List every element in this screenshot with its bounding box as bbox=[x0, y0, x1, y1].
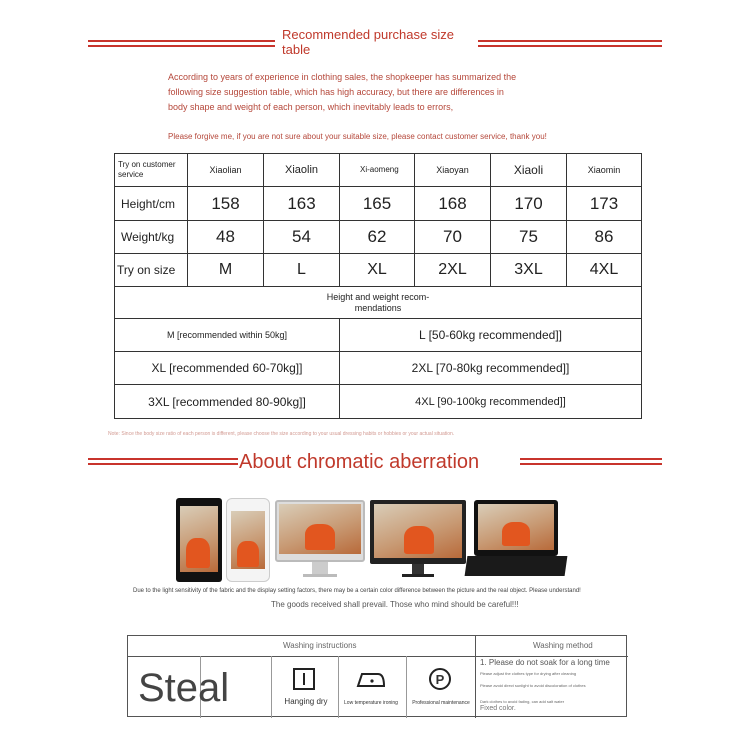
height-value: 163 bbox=[264, 187, 340, 221]
size-value: 3XL bbox=[491, 254, 567, 287]
washing-instructions-header: Washing instructions bbox=[283, 641, 357, 650]
recommendation-cell: 3XL [recommended 80-90kg]] bbox=[115, 385, 340, 419]
recommendation-cell: 2XL [70-80kg recommended]] bbox=[340, 352, 642, 385]
size-label: Try on size bbox=[115, 254, 188, 287]
size-table bbox=[114, 153, 642, 419]
professional-care-label: Professional maintenance bbox=[412, 700, 470, 706]
iron-icon bbox=[356, 670, 386, 688]
table-row bbox=[115, 187, 642, 221]
washing-method-header: Washing method bbox=[533, 641, 593, 650]
professional-care-icon: P bbox=[429, 668, 451, 690]
red-bar-left-top bbox=[88, 458, 238, 460]
size-value: 4XL bbox=[567, 254, 642, 287]
red-bar-left-bottom bbox=[88, 45, 275, 47]
size-note: Note: Since the body size ratio of each person is different, please choose the size according to your usual dressing habits or hobbies or your actual situation. bbox=[108, 431, 455, 437]
height-value: 173 bbox=[567, 187, 642, 221]
monitor-device bbox=[370, 500, 466, 580]
cell-divider bbox=[271, 656, 272, 718]
weight-label: Weight/kg bbox=[115, 221, 188, 254]
height-value: 170 bbox=[491, 187, 567, 221]
forgive-note: Please forgive me, if you are not sure about your suitable size, please contact customer service, thank you! bbox=[168, 132, 547, 141]
hanging-dry-icon bbox=[293, 668, 315, 690]
intro-line-2: following size suggestion table, which has high accuracy, but there are differences in bbox=[168, 87, 504, 97]
person-name: Xiaomin bbox=[567, 154, 642, 187]
intro-line-3: body shape and weight of each person, which inevitably leads to errors, bbox=[168, 102, 454, 112]
method-line: Dark clothes to avoid fading, can add salt water bbox=[480, 699, 565, 704]
recommendation-cell: XL [recommended 60-70kg]] bbox=[115, 352, 340, 385]
weight-value: 75 bbox=[491, 221, 567, 254]
phone-device bbox=[176, 498, 222, 582]
weight-value: 62 bbox=[340, 221, 415, 254]
weight-value: 70 bbox=[415, 221, 491, 254]
table-row bbox=[115, 385, 642, 419]
person-name: Xiaoyan bbox=[415, 154, 491, 187]
cell-divider bbox=[406, 656, 407, 718]
phone-white-device bbox=[226, 498, 270, 582]
table-row bbox=[115, 154, 642, 187]
table-row bbox=[115, 254, 642, 287]
washing-panel bbox=[127, 635, 627, 717]
goods-prevail-caption: The goods received shall prevail. Those who mind should be careful!!! bbox=[271, 600, 519, 609]
red-bar-left-bottom bbox=[88, 463, 238, 465]
red-bar-left-top bbox=[88, 40, 275, 42]
chromatic-title: About chromatic aberration bbox=[239, 451, 480, 473]
section-divider bbox=[475, 636, 476, 718]
person-name: Xiaoli bbox=[491, 154, 567, 187]
table-row bbox=[115, 352, 642, 385]
steal-watermark: Steal bbox=[138, 666, 230, 710]
red-bar-right-bottom bbox=[520, 463, 662, 465]
height-value: 168 bbox=[415, 187, 491, 221]
recommendation-cell: 4XL [90-100kg recommended]] bbox=[340, 385, 642, 419]
chromatic-caption: Due to the light sensitivity of the fabric and the display setting factors, there may be a certain color difference between the picture and the real object. Please understand! bbox=[133, 588, 581, 594]
recommendation-cell: M [recommended within 50kg] bbox=[115, 319, 340, 352]
size-value: L bbox=[264, 254, 340, 287]
size-table-title: Recommended purchase size table bbox=[282, 27, 454, 57]
method-line: Please avoid direct sunlight to avoid discoloration of clothes bbox=[480, 683, 586, 688]
size-value: M bbox=[188, 254, 264, 287]
size-value: XL bbox=[340, 254, 415, 287]
size-value: 2XL bbox=[415, 254, 491, 287]
table-row bbox=[115, 319, 642, 352]
person-name: Xi-aomeng bbox=[340, 154, 415, 187]
header-divider bbox=[128, 656, 628, 657]
recommendations-header: Height and weight recom-mendations bbox=[115, 287, 642, 319]
weight-value: 54 bbox=[264, 221, 340, 254]
method-line: Please adjust the clothes type for drying after cleaning bbox=[480, 671, 577, 676]
weight-value: 86 bbox=[567, 221, 642, 254]
method-line: 1. Please do not soak for a long time bbox=[480, 658, 610, 667]
method-line: Fixed color. bbox=[480, 705, 516, 712]
table-row bbox=[115, 287, 642, 319]
intro-line-1: According to years of experience in clothing sales, the shopkeeper has summarized the bbox=[168, 72, 517, 82]
weight-value: 48 bbox=[188, 221, 264, 254]
table-row bbox=[115, 221, 642, 254]
iron-label: Low temperature ironing bbox=[344, 700, 398, 706]
cell-divider bbox=[338, 656, 339, 718]
recommendation-cell: L [50-60kg recommended]] bbox=[340, 319, 642, 352]
person-name: Xiaolian bbox=[188, 154, 264, 187]
red-bar-right-bottom bbox=[478, 45, 662, 47]
red-bar-right-top bbox=[478, 40, 662, 42]
laptop-device bbox=[466, 500, 566, 580]
hanging-dry-label: Hanging dry bbox=[284, 697, 328, 706]
imac-device bbox=[275, 500, 365, 580]
height-label: Height/cm bbox=[115, 187, 188, 221]
height-value: 158 bbox=[188, 187, 264, 221]
person-name: Xiaolin bbox=[264, 154, 340, 187]
table-corner-cell: Try on customer service bbox=[115, 154, 188, 187]
red-bar-right-top bbox=[520, 458, 662, 460]
height-value: 165 bbox=[340, 187, 415, 221]
